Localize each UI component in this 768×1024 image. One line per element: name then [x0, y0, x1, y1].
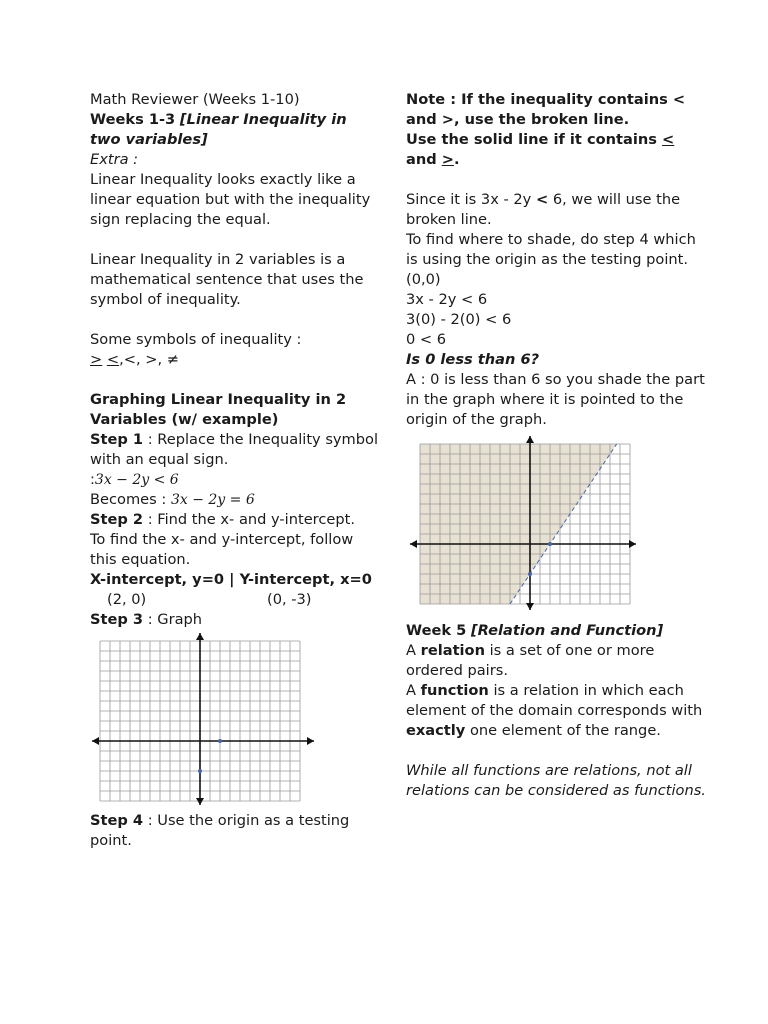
intercept-rule: X-intercept, y=0 | Y-intercept, x=0 — [90, 571, 372, 588]
shade-instructions: To find where to shade, do step 4 which is using the origin as the testing point. (0,0) — [406, 231, 696, 288]
symbol-leq: < — [106, 351, 120, 368]
example-inequality: :3x − 2y < 6 — [90, 471, 179, 488]
step-1 — [90, 430, 380, 470]
week-5-heading: Week 5 [Relation and Function] — [406, 622, 664, 639]
relation-definition: A relation is a set of one or more ordered pairs. — [406, 642, 655, 679]
y-intercept-value: (0, -3) — [267, 591, 312, 608]
step-4 — [90, 811, 380, 851]
extra-text: Linear Inequality looks exactly like a linear equation but with the inequality sign replacing the equal. — [90, 171, 371, 228]
note-line-1: Note : If the inequality contains < and >, use the broken line. — [406, 91, 686, 128]
y-intercept-point — [528, 572, 532, 576]
step-1-label: Step 1 — [90, 431, 144, 448]
conclusion-text: While all functions are relations, not all relations can be considered as functions. — [406, 762, 706, 799]
step-3-label: Step 3 — [90, 611, 144, 628]
function-definition: A function is a relation in which each element of the domain corresponds with exactly one element of the range. — [406, 682, 703, 739]
becomes-line: Becomes : 3x − 2y = 6 — [90, 491, 255, 508]
calc-line-3: 0 < 6 — [406, 331, 447, 348]
weeks-label: Weeks 1-3 — [90, 111, 176, 128]
x-axis-arrow-right — [307, 737, 314, 745]
symbols-rest: ,<, >, ≠ — [119, 351, 179, 368]
symbols-label: Some symbols of inequality : — [90, 331, 302, 348]
step-3-graph — [92, 633, 322, 805]
extra-label: Extra : — [90, 151, 139, 168]
example-equation-math: 3x − 2y = 6 — [170, 492, 255, 508]
step-2-text: : Find the x- and y-intercept. — [143, 511, 355, 528]
shaded-inequality-graph — [408, 436, 638, 612]
definition-text: Linear Inequality in 2 variables is a mathematical sentence that uses the symbol of inequality. — [90, 251, 364, 308]
x-intercept-point — [218, 739, 222, 743]
x-axis-arrow-right — [629, 540, 636, 548]
document-title: Math Reviewer (Weeks 1-10) — [90, 91, 300, 108]
calc-line-1: 3x - 2y < 6 — [406, 291, 488, 308]
right-column — [406, 90, 706, 801]
weeks-1-3-heading — [90, 110, 380, 150]
y-intercept-point — [198, 769, 202, 773]
step-3 — [90, 610, 380, 630]
y-axis-arrow-up — [196, 633, 204, 640]
test-answer: A : 0 is less than 6 so you shade the part in the graph where it is pointed to the origin of the graph. — [406, 371, 705, 428]
x-axis-arrow-left — [410, 540, 417, 548]
y-axis-arrow-down — [196, 798, 204, 805]
step-4-label: Step 4 — [90, 812, 144, 829]
graphing-heading: Graphing Linear Inequality in 2 Variables (w/ example) — [90, 391, 347, 428]
step-3-text: : Graph — [143, 611, 203, 628]
x-axis-arrow-left — [92, 737, 99, 745]
since-text: Since it is 3x - 2y < 6, we will use the broken line. — [406, 191, 681, 228]
y-axis-arrow-down — [526, 603, 534, 610]
step-1-text: : Replace the Inequality symbol with an equal sign. — [90, 431, 379, 468]
intercept-values — [90, 590, 380, 610]
step-4-text: : Use the origin as a testing point. — [90, 812, 350, 849]
calc-line-2: 3(0) - 2(0) < 6 — [406, 311, 512, 328]
left-column — [90, 90, 380, 851]
y-axis-arrow-up — [526, 436, 534, 443]
step-2 — [90, 510, 380, 530]
x-intercept-point — [548, 542, 552, 546]
example-inequality-math: 3x − 2y < 6 — [94, 472, 179, 488]
weeks-topic: [Linear Inequality in two variables] — [90, 111, 347, 148]
symbol-geq: > — [90, 351, 103, 368]
x-intercept-value: (2, 0) — [107, 591, 147, 608]
step-2-note: To find the x- and y-intercept, follow this equation. — [90, 531, 354, 568]
step-2-label: Step 2 — [90, 511, 144, 528]
symbols-list — [90, 350, 380, 370]
test-question: Is 0 less than 6? — [406, 351, 540, 368]
note-line-2: Use the solid line if it contains < and >. — [406, 131, 675, 168]
